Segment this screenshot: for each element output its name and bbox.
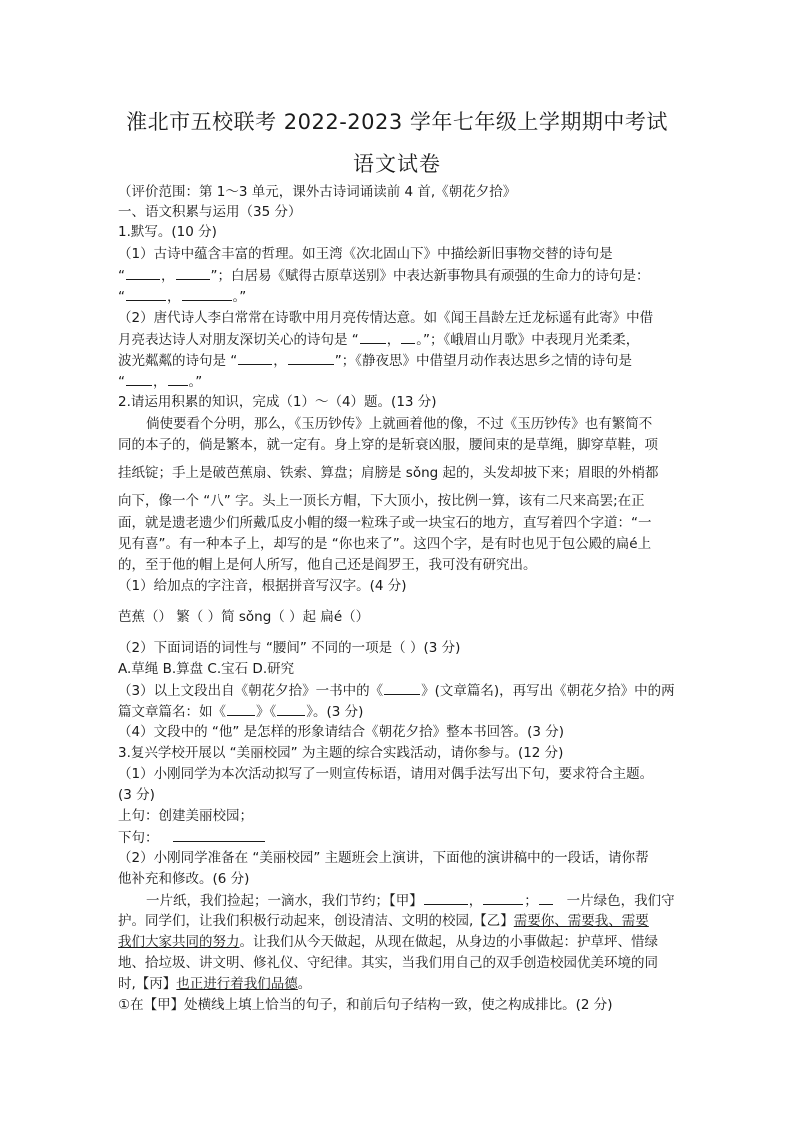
question-text: “ ， 。”: [118, 289, 247, 305]
question-text: （2）唐代诗人李白常常在诗歌中用月亮传情达意。如《闻王昌龄左迁龙标遥有此寄》中借: [118, 310, 654, 326]
reading-passage: 的，至于他的帽上是何人所写，他自己还是阎罗王，我可没有研究出。: [118, 557, 537, 573]
question-text: 月亮表达诗人对朋友深切关心的诗句是 “ ， 。”；《峨眉山月歌》中表现月光柔柔，: [118, 332, 640, 348]
sub-question: ①在【甲】处横线上填上恰当的句子，和前后句子结构一致，使之构成排比。(2 分): [118, 997, 613, 1013]
answer-blank[interactable]: [424, 891, 468, 905]
answer-blank[interactable]: [277, 702, 305, 716]
reading-passage: 见有喜”。有一种本子上，却写的是 “你也来了”。这四个字，是有时也见于包公殿的扁é上: [118, 536, 652, 552]
sub-question: （2）下面词语的词性与 “腰间” 不同的一项是（ ）(3 分): [118, 640, 461, 656]
exam-title: 淮北市五校联考 2022-2023 学年七年级上学期期中考试: [126, 110, 668, 134]
reading-passage: 同的本子的，倘是繁本，就一定有。身上穿的是斩衰凶服，腰间束的是草绳，脚穿草鞋，项: [118, 437, 658, 453]
question-text: “ ， 。”: [118, 374, 203, 390]
reading-passage: 倘使要看个分明，那么，《玉历钞传》上就画着他的像，不过《玉历钞传》也有繁简不: [146, 416, 653, 432]
couplet-upper: 上句：创建美丽校园；: [118, 808, 253, 824]
sub-question: 篇文章篇名：如《 》《 》。(3 分): [118, 704, 364, 720]
sub-question: （1）小刚同学为本次活动拟写了一则宣传标语，请用对偶手法写出下句，要求符合主题。: [118, 766, 654, 782]
answer-blank[interactable]: [176, 266, 210, 280]
question-1-heading: 1.默写。(10 分): [118, 224, 217, 240]
section-heading: 一、语文积累与运用（35 分）: [118, 204, 302, 220]
answer-blank[interactable]: [173, 828, 265, 842]
sub-question: （2）小刚同学准备在 “美丽校园” 主题班会上演讲，下面他的演讲稿中的一段话，请你帮: [118, 850, 649, 866]
reading-passage: 挂纸锭；手上是破芭蕉扇、铁索、算盘；肩膀是 sǒng 起的，头发却披下来；眉眼的外梢都: [118, 465, 659, 481]
couplet-lower: 下句：: [118, 828, 678, 847]
speech-passage: 一片纸，我们捡起；一滴水，我们节约；【甲】 ， ； 一片绿色，我们守: [146, 893, 675, 909]
answer-blank[interactable]: [126, 287, 166, 301]
sub-question: （1）给加点的字注音，根据拼音写汉字。(4 分): [118, 578, 407, 594]
sub-question: （4）文段中的 “他” 是怎样的形象请结合《朝花夕拾》整本书回答。(3 分): [118, 724, 565, 740]
exam-subtitle: 语文试卷: [353, 152, 441, 176]
sub-question: （3）以上文段出自《朝花夕拾》一书中的《 》(文章篇名)，再写出《朝花夕拾》中的两: [118, 683, 675, 699]
question-text: 波光粼粼的诗句是 “ ， ”；《静夜思》中借望月动作表达思乡之情的诗句是: [118, 353, 633, 369]
answer-blank[interactable]: [227, 702, 255, 716]
speech-passage: 地、拾垃圾、讲文明、修礼仪、守纪律。其实，当我们用自己的双手创造校园优美环境的同: [118, 955, 658, 971]
speech-passage: 我们大家共同的努力。让我们从今天做起，从现在做起，从身边的小事做起：护草坪、惜绿: [118, 934, 658, 950]
question-3-heading: 3.复兴学校开展以 “美丽校园” 为主题的综合实践活动，请你参与。(12 分): [118, 745, 564, 761]
answer-blank[interactable]: [238, 351, 272, 365]
answer-blank[interactable]: [401, 330, 415, 344]
answer-blank[interactable]: [126, 372, 152, 386]
answer-blank[interactable]: [126, 266, 160, 280]
reading-passage: 向下，像一个 “八” 字。头上一顶长方帽，下大顶小，按比例一算，该有二尺来高罢;在正: [118, 493, 645, 509]
answer-blank[interactable]: [288, 351, 334, 365]
answer-blank[interactable]: [182, 287, 232, 301]
sub-question: (3 分): [118, 787, 155, 803]
speech-passage: 时,【丙】也正进行着我们品德。: [118, 976, 312, 992]
question-text: “ ， ”；白居易《赋得古原草送别》中表达新事物具有顽强的生命力的诗句是：: [118, 268, 650, 284]
answer-blank[interactable]: [483, 891, 523, 905]
answer-options: A.草绳 B.算盘 C.宝石 D.研究: [118, 661, 295, 677]
sub-question: 他补充和修改。(6 分): [118, 871, 250, 887]
answer-blank[interactable]: [360, 330, 386, 344]
evaluation-scope: （评价范围：第 1～3 单元，课外古诗词诵读前 4 首,《朝花夕拾》: [118, 184, 517, 200]
speech-passage: 护。同学们，让我们积极行动起来，创设清洁、文明的校园,【乙】需要你、需要我、需要: [118, 913, 649, 929]
pinyin-items: 芭蕉（） 繁（ ）简 sǒng（ ）起 扁é（）: [118, 609, 370, 625]
question-text: （1）古诗中蕴含丰富的哲理。如王湾《次北固山下》中描绘新旧事物交替的诗句是: [118, 246, 613, 262]
question-2-heading: 2.请运用积累的知识，完成（1）～（4）题。(13 分): [118, 394, 437, 410]
answer-blank[interactable]: [168, 372, 188, 386]
answer-blank[interactable]: [539, 891, 553, 905]
answer-blank[interactable]: [384, 681, 420, 695]
reading-passage: 面，就是遗老遗少们所戴瓜皮小帽的缀一粒珠子或一块宝石的地方，直写着四个字道：“一: [118, 515, 652, 531]
